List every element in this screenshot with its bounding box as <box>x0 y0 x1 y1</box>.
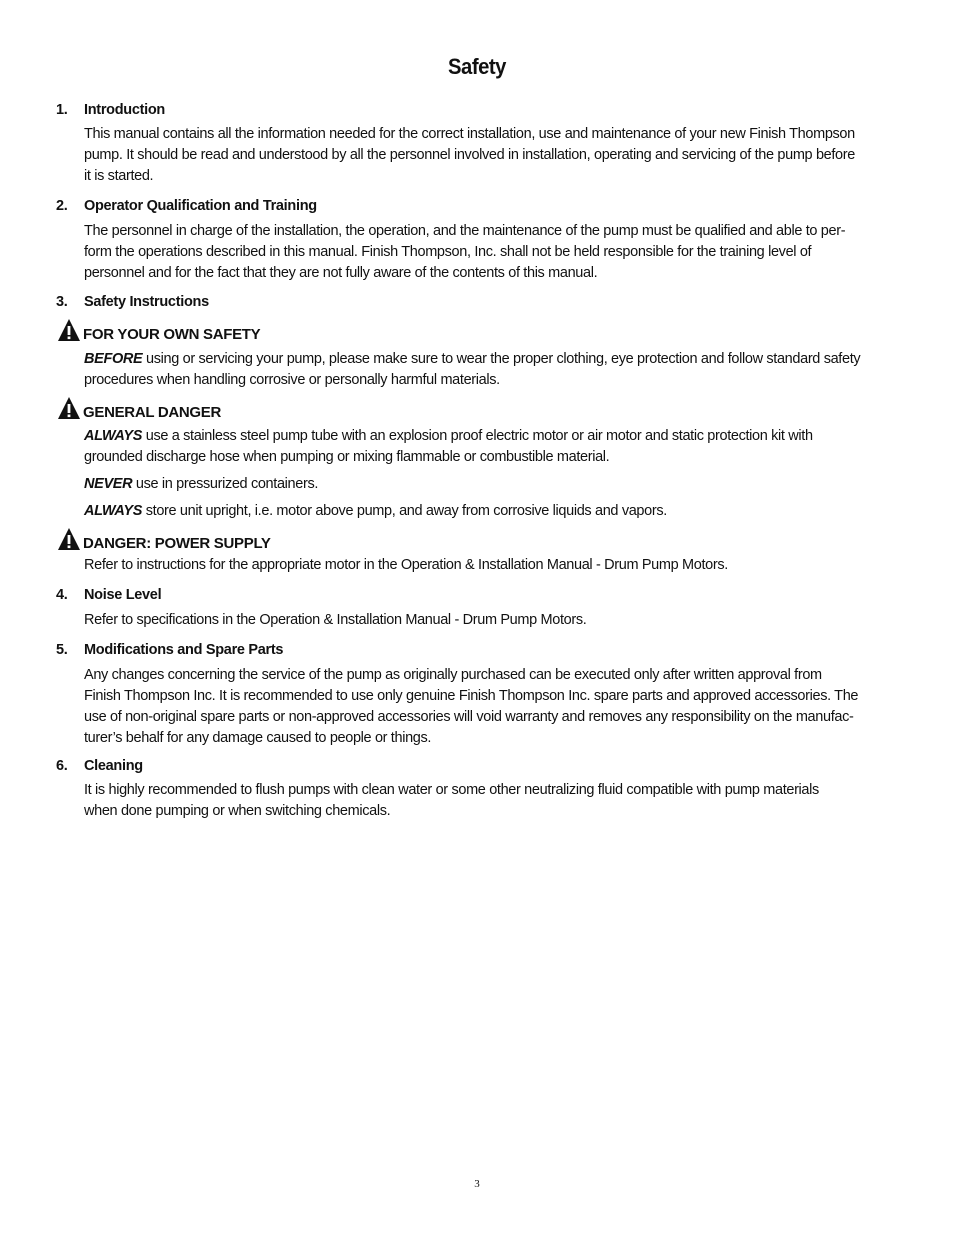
section-number: 2. <box>56 198 68 214</box>
warning-title: FOR YOUR OWN SAFETY <box>83 326 261 343</box>
text-span: using or servicing your pump, please make sure to wear the proper clothing, eye protection and follow standard safety <box>142 351 861 367</box>
cleaning-paragraph <box>84 780 896 822</box>
warning-triangle-icon <box>57 318 81 342</box>
page-title: Safety <box>447 54 506 79</box>
general-danger-paragraph <box>84 426 896 468</box>
text-line: procedures when handling corrosive or personally harmful materials. <box>84 372 500 388</box>
text-line: It is highly recommended to flush pumps with clean water or some other neutralizing fluid compatible with pump materials <box>84 782 819 798</box>
text-line: This manual contains all the information needed for the correct installation, use and maintenance of your new Finish Thompson <box>84 126 855 142</box>
warning-own-safety-heading <box>57 318 260 343</box>
section-number: 4. <box>56 587 68 603</box>
emphasis-word: BEFORE <box>84 351 143 367</box>
text-line: personnel and for the fact that they are not fully aware of the contents of this manual. <box>84 265 598 281</box>
section-heading-introduction <box>56 102 165 118</box>
text-line: when done pumping or when switching chemicals. <box>84 803 391 819</box>
text-line <box>84 474 896 495</box>
text-line: form the operations described in this manual. Finish Thompson, Inc. shall not be held responsible for the training level of <box>84 244 812 260</box>
text-line: Refer to instructions for the appropriate motor in the Operation & Installation Manual - Drum Pump Motors. <box>84 557 728 573</box>
warning-title: GENERAL DANGER <box>83 404 222 421</box>
warning-triangle-icon <box>57 527 81 551</box>
section-title: Safety Instructions <box>84 294 209 310</box>
modifications-paragraph <box>84 665 896 749</box>
text-line: it is started. <box>84 168 154 184</box>
section-title: Operator Qualification and Training <box>84 198 317 214</box>
emphasis-word: NEVER <box>84 476 133 492</box>
text-line: Any changes concerning the service of the pump as originally purchased can be executed only after written approval from <box>84 667 822 683</box>
warning-title: DANGER: POWER SUPPLY <box>83 535 271 552</box>
own-safety-paragraph <box>84 349 896 391</box>
section-title: Modifications and Spare Parts <box>84 642 284 658</box>
text-line: turer’s behalf for any damage caused to people or things. <box>84 730 432 746</box>
page-number: 3 <box>474 1178 480 1190</box>
never-pressurized-paragraph <box>84 474 896 495</box>
section-heading-safety-instructions <box>56 294 209 310</box>
section-heading-cleaning <box>56 758 143 774</box>
warning-power-supply-heading <box>57 527 271 552</box>
section-title: Noise Level <box>84 587 162 603</box>
section-number: 5. <box>56 642 68 658</box>
section-title: Introduction <box>84 102 165 118</box>
section-number: 6. <box>56 758 68 774</box>
text-span: use a stainless steel pump tube with an explosion proof electric motor or air motor and static protection kit with <box>142 428 813 444</box>
text-line <box>84 349 896 370</box>
text-line <box>84 501 896 522</box>
section-number: 3. <box>56 294 68 310</box>
text-line <box>84 426 896 447</box>
section-heading-noise-level <box>56 587 161 603</box>
introduction-paragraph <box>84 124 896 187</box>
section-heading-modifications <box>56 642 283 658</box>
warning-triangle-icon <box>57 396 81 420</box>
text-line: use of non-original spare parts or non-approved accessories will void warranty and removes any responsibility on the manufac- <box>84 709 854 725</box>
emphasis-word: ALWAYS <box>84 503 143 519</box>
emphasis-word: ALWAYS <box>84 428 143 444</box>
operator-qualification-paragraph <box>84 221 896 284</box>
text-span: use in pressurized containers. <box>132 476 319 492</box>
noise-level-paragraph <box>84 610 896 631</box>
text-line: Refer to specifications in the Operation & Installation Manual - Drum Pump Motors. <box>84 612 587 628</box>
section-number: 1. <box>56 102 68 118</box>
text-span: store unit upright, i.e. motor above pump, and away from corrosive liquids and vapors. <box>142 503 667 519</box>
text-line: The personnel in charge of the installation, the operation, and the maintenance of the pump must be qualified and able to per- <box>84 223 846 239</box>
section-title: Cleaning <box>84 758 143 774</box>
text-line: grounded discharge hose when pumping or mixing flammable or combustible material. <box>84 449 610 465</box>
store-upright-paragraph <box>84 501 896 522</box>
text-line: Finish Thompson Inc. It is recommended to use only genuine Finish Thompson Inc. spare parts and approved accessories. The <box>84 688 859 704</box>
text-line: pump. It should be read and understood by all the personnel involved in installation, operating and servicing of the pump before <box>84 147 855 163</box>
warning-general-danger-heading <box>57 396 221 421</box>
section-heading-operator-qualification <box>56 198 317 214</box>
power-supply-paragraph <box>84 555 896 576</box>
